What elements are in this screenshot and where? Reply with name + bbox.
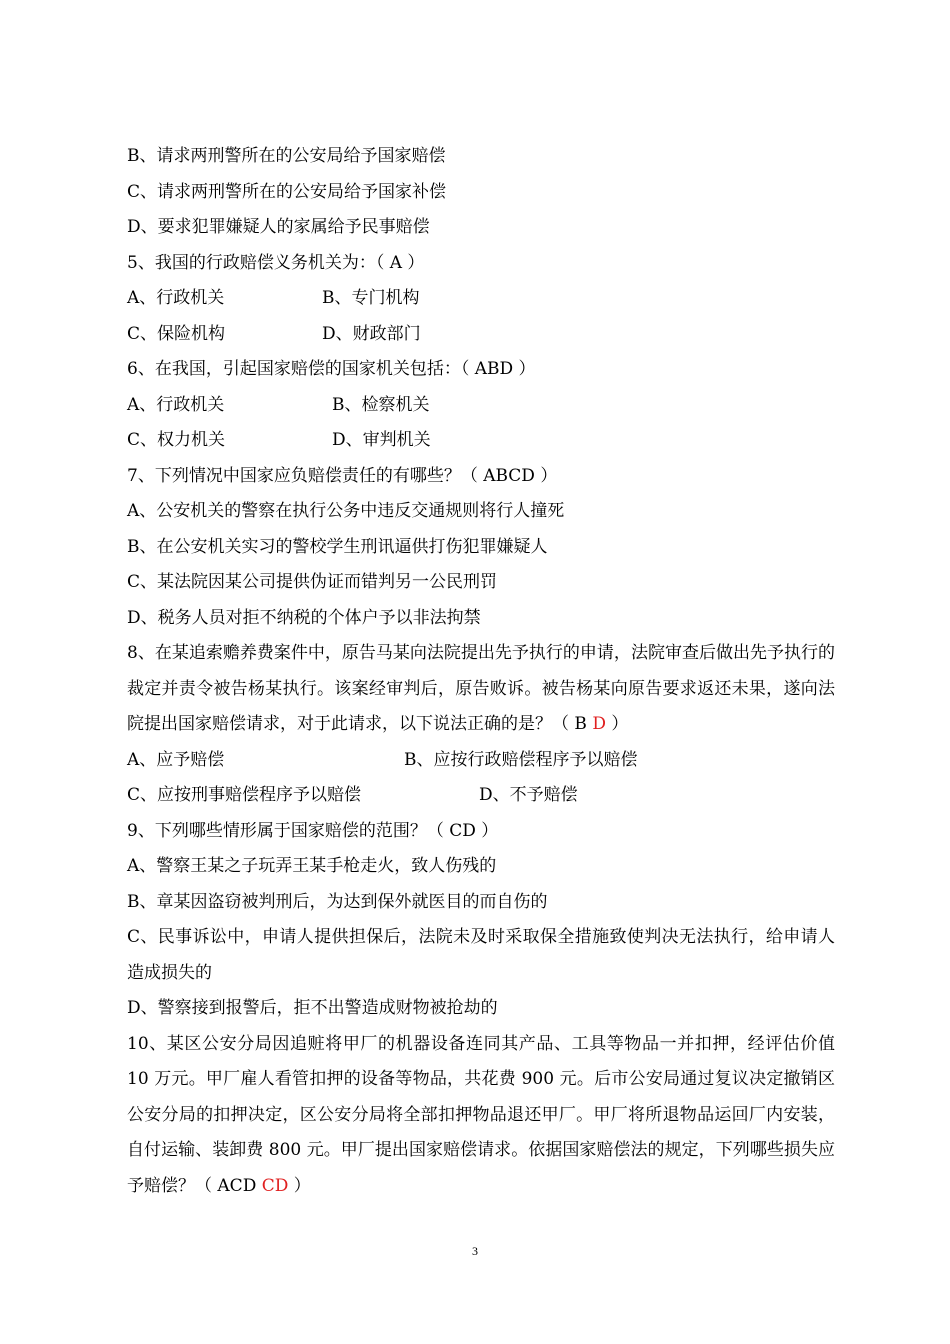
q9-option-c: C、民事诉讼中，申请人提供担保后，法院未及时采取保全措施致使判决无法执行，给申请人造成损失的 (127, 927, 835, 983)
q6-option-c: C、权力机关 (127, 430, 226, 450)
question-8-options-row-1 (127, 743, 835, 779)
page-content (127, 139, 835, 1204)
option-c-line: C、请求两刑警所在的公安局给予国家补偿 (127, 181, 447, 202)
q8-highlight-answer: D (592, 714, 606, 734)
question-6: 6、在我国，引起国家赔偿的国家机关包括：（ ABD ） (127, 359, 536, 379)
question-8 (127, 636, 835, 743)
question-7: 7、下列情况中国家应负赔偿责任的有哪些？（ ABCD ） (127, 465, 558, 486)
q5-option-c: C、保险机构 (127, 323, 226, 344)
question-9: 9、下列哪些情形属于国家赔偿的范围？（ CD ） (127, 820, 499, 841)
q5-option-a: A、行政机关 (127, 288, 225, 308)
q8-option-a: A、应予赔偿 (127, 749, 225, 770)
q8-close-paren: ） (611, 714, 629, 734)
question-5-options-row-1 (127, 281, 835, 317)
q10-highlight-answer: CD (261, 1175, 289, 1196)
question-5: 5、我国的行政赔偿义务机关为：（ A ） (127, 252, 425, 273)
q7-option-d: D、税务人员对拒不纳税的个体户予以非法拘禁 (127, 607, 481, 628)
q6-option-d: D、审判机关 (332, 430, 431, 450)
q5-option-d: D、财政部门 (322, 323, 421, 344)
q10-close-paren: ） (293, 1175, 311, 1196)
q7-option-b: B、在公安机关实习的警校学生刑讯逼供打伤犯罪嫌疑人 (127, 536, 548, 557)
question-6-options-row-1 (127, 388, 835, 424)
q9-option-b: B、章某因盗窃被判刑后，为达到保外就医目的而自伤的 (127, 891, 548, 912)
q10-text: 10、某区公安分局因追赃将甲厂的机器设备连同其产品、工具等物品一并扣押，经评估价值 10 万元。甲厂雇人看管扣押的设备等物品，共花费 900 元。后市公安局通过复议决定撤销区公安分局的扣押决定，区公安分局将全部扣押物品退还甲厂。甲厂将所退物品运回厂内安装，自付运输、装卸费 800 元。甲厂提出国家赔偿请求。依据国家赔偿法的规定，下列哪些损失应予赔偿？（ ACD (127, 1033, 835, 1196)
q7-option-c: C、某法院因某公司提供伪证而错判另一公民刑罚 (127, 572, 498, 592)
q6-option-b: B、检察机关 (332, 394, 430, 415)
q9-option-a: A、警察王某之子玩弄王某手枪走火，致人伤残的 (127, 856, 497, 876)
option-b-line: B、请求两刑警所在的公安局给予国家赔偿 (127, 146, 446, 166)
q7-option-a: A、公安机关的警察在执行公务中违反交通规则将行人撞死 (127, 501, 565, 521)
page-number: 3 (472, 1244, 478, 1258)
q8-option-c: C、应按刑事赔偿程序予以赔偿 (127, 785, 362, 805)
question-8-options-row-2 (127, 778, 835, 814)
question-10 (127, 1027, 835, 1205)
question-6-options-row-2 (127, 423, 835, 459)
q8-option-b: B、应按行政赔偿程序予以赔偿 (404, 749, 638, 770)
q9-option-d: D、警察接到报警后，拒不出警造成财物被抢劫的 (127, 998, 498, 1018)
question-5-options-row-2 (127, 317, 835, 353)
q8-text: 8、在某追索赡养费案件中，原告马某向法院提出先予执行的申请，法院审查后做出先予执行的裁定并责令被告杨某执行。该案经审判后，原告败诉。被告杨某向原告要求返还未果，遂向法院提出国家赔偿请求，对于此请求，以下说法正确的是？（ B (127, 643, 835, 734)
q8-option-d: D、不予赔偿 (479, 785, 578, 805)
q5-option-b: B、专门机构 (322, 288, 420, 308)
option-d-line: D、要求犯罪嫌疑人的家属给予民事赔偿 (127, 217, 430, 237)
q6-option-a: A、行政机关 (127, 394, 225, 415)
